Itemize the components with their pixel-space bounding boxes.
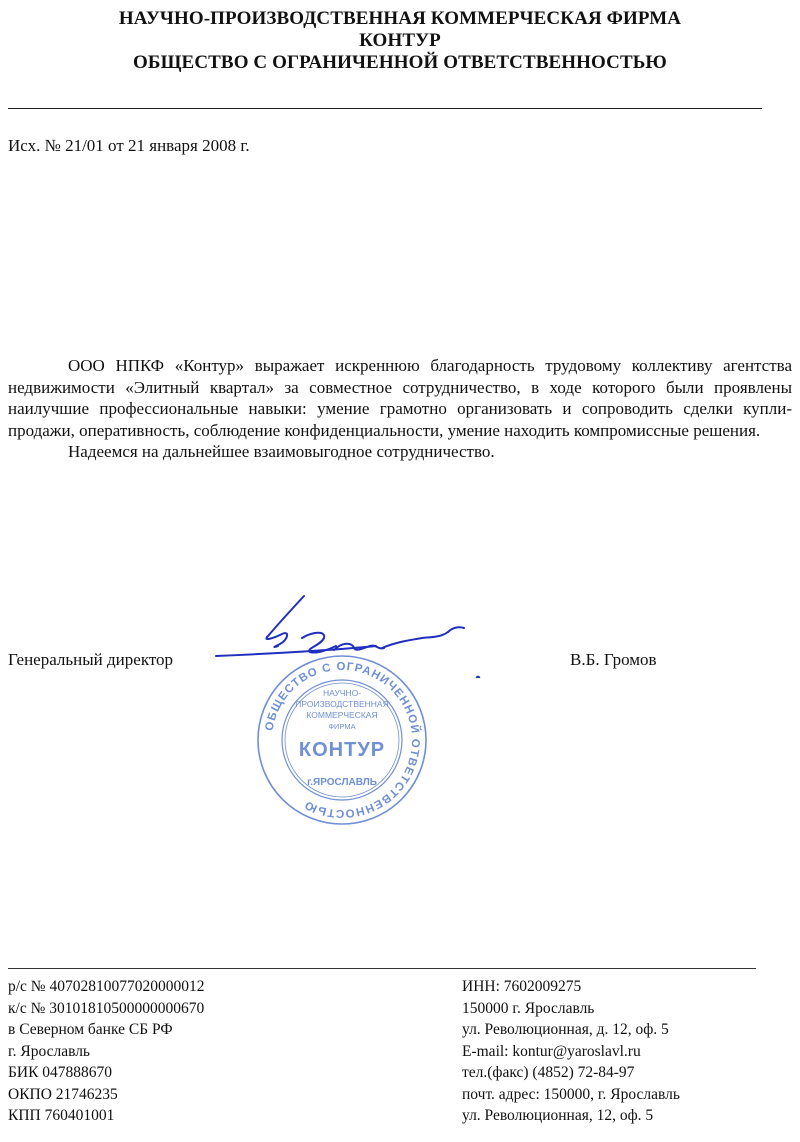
bank-account: р/с № 40702810077020000012 [8,978,205,995]
seal-inner-line-3: КОММЕРЧЕСКАЯ [306,710,378,720]
bank-name: в Северном банке СБ РФ [8,1021,173,1038]
bank-city: г. Ярославль [8,1042,90,1060]
letterhead-line-1: НАУЧНО-ПРОИЗВОДСТВЕННАЯ КОММЕРЧЕСКАЯ ФИРМА [118,8,682,29]
correspondent-account: к/с № 30101810500000000670 [8,999,205,1017]
address-street: ул. Революционная, д. 12, оф. 5 [462,1021,669,1038]
postal-address: почт. адрес: 150000, г. Ярославль [462,1085,680,1103]
phone-fax: тел.(факс) (4852) 72-84-97 [462,1064,635,1081]
letterhead-line-3: ОБЩЕСТВО С ОГРАНИЧЕННОЙ ОТВЕТСТВЕННОСТЬЮ [133,52,667,73]
postal-street: ул. Революционная, 12, оф. 5 [462,1107,654,1124]
letterhead [0,8,800,74]
inn-code: ИНН: 7602009275 [462,978,582,995]
seal-inner-line-1: НАУЧНО- [322,688,362,698]
body-paragraph-2: Надеемся на дальнейшее взаимовыгодное сотрудничество. [68,442,495,461]
outgoing-reference: Исх. № 21/01 от 21 января 2008 г. [8,136,250,155]
seal-inner-line-2: ПРОИЗВОДСТВЕННАЯ [295,699,389,709]
bik-code: БИК 047888670 [8,1064,113,1081]
seal-city: г.ЯРОСЛАВЛЬ [307,777,377,788]
letter-body [8,355,792,463]
signatory-name: В.Б. Громов [570,650,657,669]
header-divider [8,108,762,109]
email: E-mail: kontur@yaroslavl.ru [462,1042,641,1060]
letterhead-company-name: КОНТУР [359,30,441,51]
bank-requisites [8,976,204,1127]
seal-ring-text: ОБЩЕСТВО С ОГРАНИЧЕННОЙ ОТВЕТСТВЕННОСТЬЮ [263,660,422,820]
company-seal [254,652,430,828]
handwritten-signature [196,588,496,678]
seal-company-name: КОНТУР [298,739,386,761]
okpo-code: ОКПО 21746235 [8,1085,118,1103]
body-paragraph-1: ООО НПКФ «Контур» выражает искреннюю благодарность трудовому коллективу агентства недвижимости «Элитный квартал» за совместное сотрудничество, в ходе которого были проявлены наилучшие профессиональные навыки: умение грамотно организовать и сопроводить сделки купли-продажи, оперативность, соблюдение конфиденциальности, умение находить компромиссные решения. [8,356,792,440]
kpp-code: КПП 760401001 [8,1107,115,1124]
signatory-title: Генеральный директор [8,650,174,669]
contact-requisites [462,976,680,1127]
footer-divider [8,968,756,969]
address-postcode: 150000 г. Ярославль [462,999,595,1017]
seal-inner-line-4: ФИРМА [328,722,356,731]
